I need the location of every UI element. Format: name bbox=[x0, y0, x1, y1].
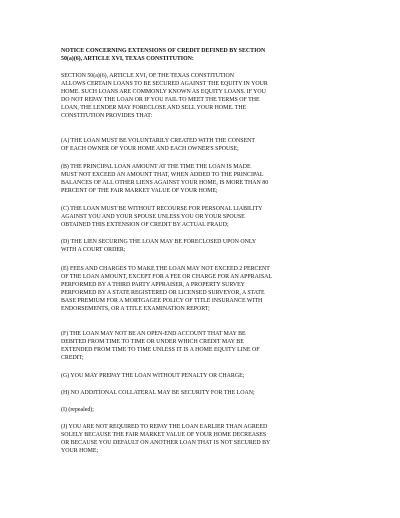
intro-paragraph bbox=[61, 72, 363, 121]
clause-e bbox=[61, 265, 363, 314]
clause-f bbox=[61, 330, 363, 362]
text-line: CONSTITUTION PROVIDES THAT: bbox=[61, 113, 153, 120]
text-line: CREDIT; bbox=[61, 355, 84, 362]
clause-b bbox=[61, 163, 363, 195]
text-line: AGAINST YOU AND YOUR SPOUSE UNLESS YOU OR YOUR SPOUSE bbox=[61, 214, 245, 221]
text-line: (E) FEES AND CHARGES TO MAKE THE LOAN MAY NOT EXCEED 2 PERCENT bbox=[61, 266, 270, 272]
text-line: WITH A COURT ORDER; bbox=[61, 247, 126, 254]
clause-g bbox=[61, 372, 363, 380]
text-line: OF EACH OWNER OF YOUR HOME AND EACH OWNER'S SPOUSE; bbox=[61, 146, 239, 153]
text-line: DEBITED FROM TIME TO TIME OR UNDER WHICH CREDIT MAY BE bbox=[61, 339, 244, 346]
text-line: ALLOWS CERTAIN LOANS TO BE SECURED AGAINST THE EQUITY IN YOUR bbox=[61, 81, 268, 88]
text-line: (C) THE LOAN MUST BE WITHOUT RECOURSE FOR PERSONAL LIABILITY bbox=[61, 206, 263, 212]
text-line: (F) THE LOAN MAY NOT BE AN OPEN-END ACCOUNT THAT MAY BE bbox=[61, 331, 246, 337]
text-line: HOME. SUCH LOANS ARE COMMONLY KNOWN AS EQUITY LOANS. IF YOU bbox=[61, 89, 266, 96]
text-line: (A) THE LOAN MUST BE VOLUNTARILY CREATED WITH THE CONSENT bbox=[61, 138, 256, 144]
clause-j bbox=[61, 423, 363, 455]
text-line: PERFORMED BY A STATE REGISTERED OR LICENSED SURVEYOR, A STATE bbox=[61, 290, 265, 297]
text-line: (D) THE LIEN SECURING THE LOAN MAY BE FORECLOSED UPON ONLY bbox=[61, 239, 257, 245]
text-line: MUST NOT EXCEED AN AMOUNT THAT, WHEN ADDED TO THE PRINCIPAL bbox=[61, 172, 264, 179]
text-line: PERCENT OF THE FAIR MARKET VALUE OF YOUR HOME; bbox=[61, 188, 218, 195]
text-line: LOAN, THE LENDER MAY FORECLOSE AND SELL YOUR HOME. THE bbox=[61, 105, 247, 112]
text-line: SOLELY BECAUSE THE FAIR MARKET VALUE OF YOUR HOME DECREASES bbox=[61, 432, 267, 439]
title-line: 50(a)(6), ARTICLE XVI, TEXAS CONSTITUTION: bbox=[61, 56, 194, 63]
text-line: DO NOT REPAY THE LOAN OR IF YOU FAIL TO MEET THE TERMS OF THE bbox=[61, 97, 260, 104]
text-line: (G) YOU MAY PREPAY THE LOAN WITHOUT PENALTY OR CHARGE; bbox=[61, 373, 245, 379]
text-line: OF THE LOAN AMOUNT, EXCEPT FOR A FEE OR CHARGE FOR AN APPRAISAL bbox=[61, 274, 272, 281]
clause-i bbox=[61, 406, 363, 414]
clause-c bbox=[61, 205, 363, 229]
text-line: BASE PREMIUM FOR A MORTGAGEE POLICY OF TITLE INSURANCE WITH bbox=[61, 298, 263, 305]
text-line: (J) YOU ARE NOT REQUIRED TO REPAY THE LOAN EARLIER THAN AGREED bbox=[61, 424, 268, 430]
document-title bbox=[61, 47, 361, 63]
text-line: OR BECAUSE YOU DEFAULT ON ANOTHER LOAN THAT IS NOT SECURED BY bbox=[61, 440, 271, 447]
clause-a bbox=[61, 137, 363, 153]
text-line: SECTION 50(a)(6), ARTICLE XVI, OF THE TEXAS CONSTITUTION bbox=[61, 73, 235, 79]
text-line: (B) THE PRINCIPAL LOAN AMOUNT AT THE TIME THE LOAN IS MADE bbox=[61, 164, 251, 170]
text-line: EXTENDED FROM TIME TO TIME UNLESS IT IS A HOME EQUITY LINE OF bbox=[61, 347, 260, 354]
clause-h bbox=[61, 389, 363, 397]
text-line: ENDORSEMENTS, OR A TITLE EXAMINATION REPORT; bbox=[61, 306, 210, 313]
text-line: (I) (repealed); bbox=[61, 407, 94, 413]
clause-d bbox=[61, 238, 363, 254]
text-line: YOUR HOME; bbox=[61, 448, 99, 455]
text-line: BALANCES OF ALL OTHER LIENS AGAINST YOUR HOME, IS MORE THAN 80 bbox=[61, 180, 269, 187]
title-line: NOTICE CONCERNING EXTENSIONS OF CREDIT DEFINED BY SECTION bbox=[61, 48, 266, 54]
text-line: (H) NO ADDITIONAL COLLATERAL MAY BE SECURITY FOR THE LOAN; bbox=[61, 390, 255, 396]
text-line: PERFORMED BY A THIRD PARTY APPRAISER, A PROPERTY SURVEY bbox=[61, 282, 245, 289]
text-line: OBTAINED THIS EXTENSION OF CREDIT BY ACTUAL FRAUD; bbox=[61, 222, 229, 229]
